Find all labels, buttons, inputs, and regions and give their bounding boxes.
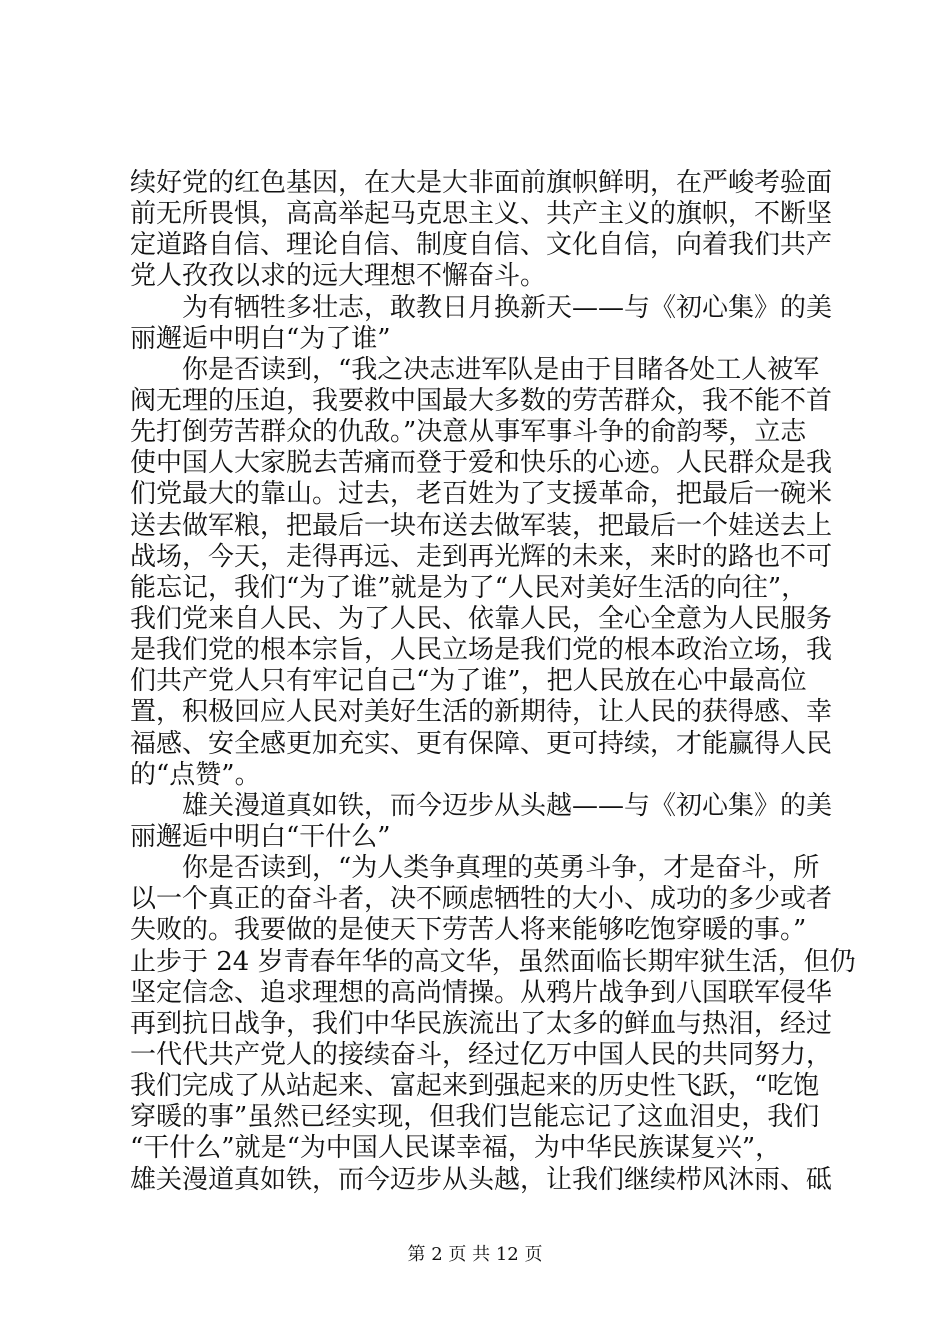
text-line: 止步于 24 岁青春年华的高文华，虽然面临长期牢狱生活，但仍 (130, 946, 856, 977)
text-line: 再到抗日战争，我们中华民族流出了太多的鲜血与热泪，经过 (130, 1008, 833, 1039)
text-line: “干什么”就是“为中国人民谋幸福，为中华民族谋复兴”， (130, 1133, 782, 1164)
text-line: 党人孜孜以求的远大理想不懈奋斗。 (130, 261, 547, 292)
text-line: 雄关漫道真如铁，而今迈步从头越，让我们继续栉风沐雨、砥 (130, 1164, 833, 1195)
text-line: 阀无理的压迫，我要救中国最大多数的劳苦群众，我不能不首 (130, 385, 833, 416)
text-line: 能忘记，我们“为了谁”就是为了“人民对美好生活的向往”， (130, 572, 808, 603)
page-footer: 第 2 页 共 12 页 (407, 1244, 543, 1265)
section-heading-line: 丽邂逅中明白“干什么” (130, 821, 391, 852)
text-line: 战场，今天，走得再远、走到再光辉的未来，来时的路也不可 (130, 541, 833, 572)
section-heading-line: 雄关漫道真如铁，而今迈步从头越——与《初心集》的美 (130, 790, 833, 821)
text-line: 续好党的红色基因，在大是大非面前旗帜鲜明，在严峻考验面 (130, 168, 833, 198)
text-line: 福感、安全感更加充实、更有保障、更可持续，才能赢得人民 (130, 728, 833, 759)
text-line: 我们党来自人民、为了人民、依靠人民，全心全意为人民服务 (130, 603, 833, 634)
text-line: 使中国人大家脱去苦痛而登于爱和快乐的心迹。人民群众是我 (130, 448, 833, 479)
text-line: 以一个真正的奋斗者，决不顾虑牺牲的大小、成功的多少或者 (130, 884, 833, 915)
text-line: 置，积极回应人民对美好生活的新期待，让人民的获得感、幸 (130, 697, 833, 728)
text-line: 坚定信念、追求理想的高尚情操。从鸦片战争到八国联军侵华 (130, 977, 833, 1008)
text-line: 们共产党人只有牢记自己“为了谁”，把人民放在心中最高位 (130, 666, 807, 697)
text-line: 你是否读到，“为人类争真理的英勇斗争，才是奋斗，所 (130, 853, 820, 884)
text-line: 前无所畏惧，高高举起马克思主义、共产主义的旗帜，不断坚 (130, 199, 833, 230)
text-line: 你是否读到，“我之决志进军队是由于目睹各处工人被军 (130, 354, 820, 385)
document-body (130, 168, 856, 1196)
section-heading-line: 丽邂逅中明白“为了谁” (130, 323, 391, 354)
text-line: 失败的。我要做的是使天下劳苦人将来能够吃饱穿暖的事。” (130, 915, 807, 946)
text-line: 先打倒劳苦群众的仇敌。”决意从事军事斗争的俞韵琴，立志 (130, 417, 807, 448)
text-line: 送去做军粮，把最后一块布送去做军装，把最后一个娃送去上 (130, 510, 833, 541)
text-line: 我们完成了从站起来、富起来到强起来的历史性飞跃，“吃饱 (130, 1071, 820, 1102)
text-line: 是我们党的根本宗旨，人民立场是我们党的根本政治立场，我 (130, 635, 833, 666)
text-line: 们党最大的靠山。过去，老百姓为了支援革命，把最后一碗米 (130, 479, 833, 510)
text-line: 定道路自信、理论自信、制度自信、文化自信，向着我们共产 (130, 230, 833, 261)
section-heading-line: 为有牺牲多壮志，敢教日月换新天——与《初心集》的美 (130, 292, 833, 323)
text-line: 穿暖的事”虽然已经实现，但我们岂能忘记了这血泪史，我们 (130, 1102, 820, 1133)
text-line: 一代代共产党人的接续奋斗，经过亿万中国人民的共同努力， (130, 1039, 833, 1070)
text-line: 的“点赞”。 (130, 759, 261, 790)
